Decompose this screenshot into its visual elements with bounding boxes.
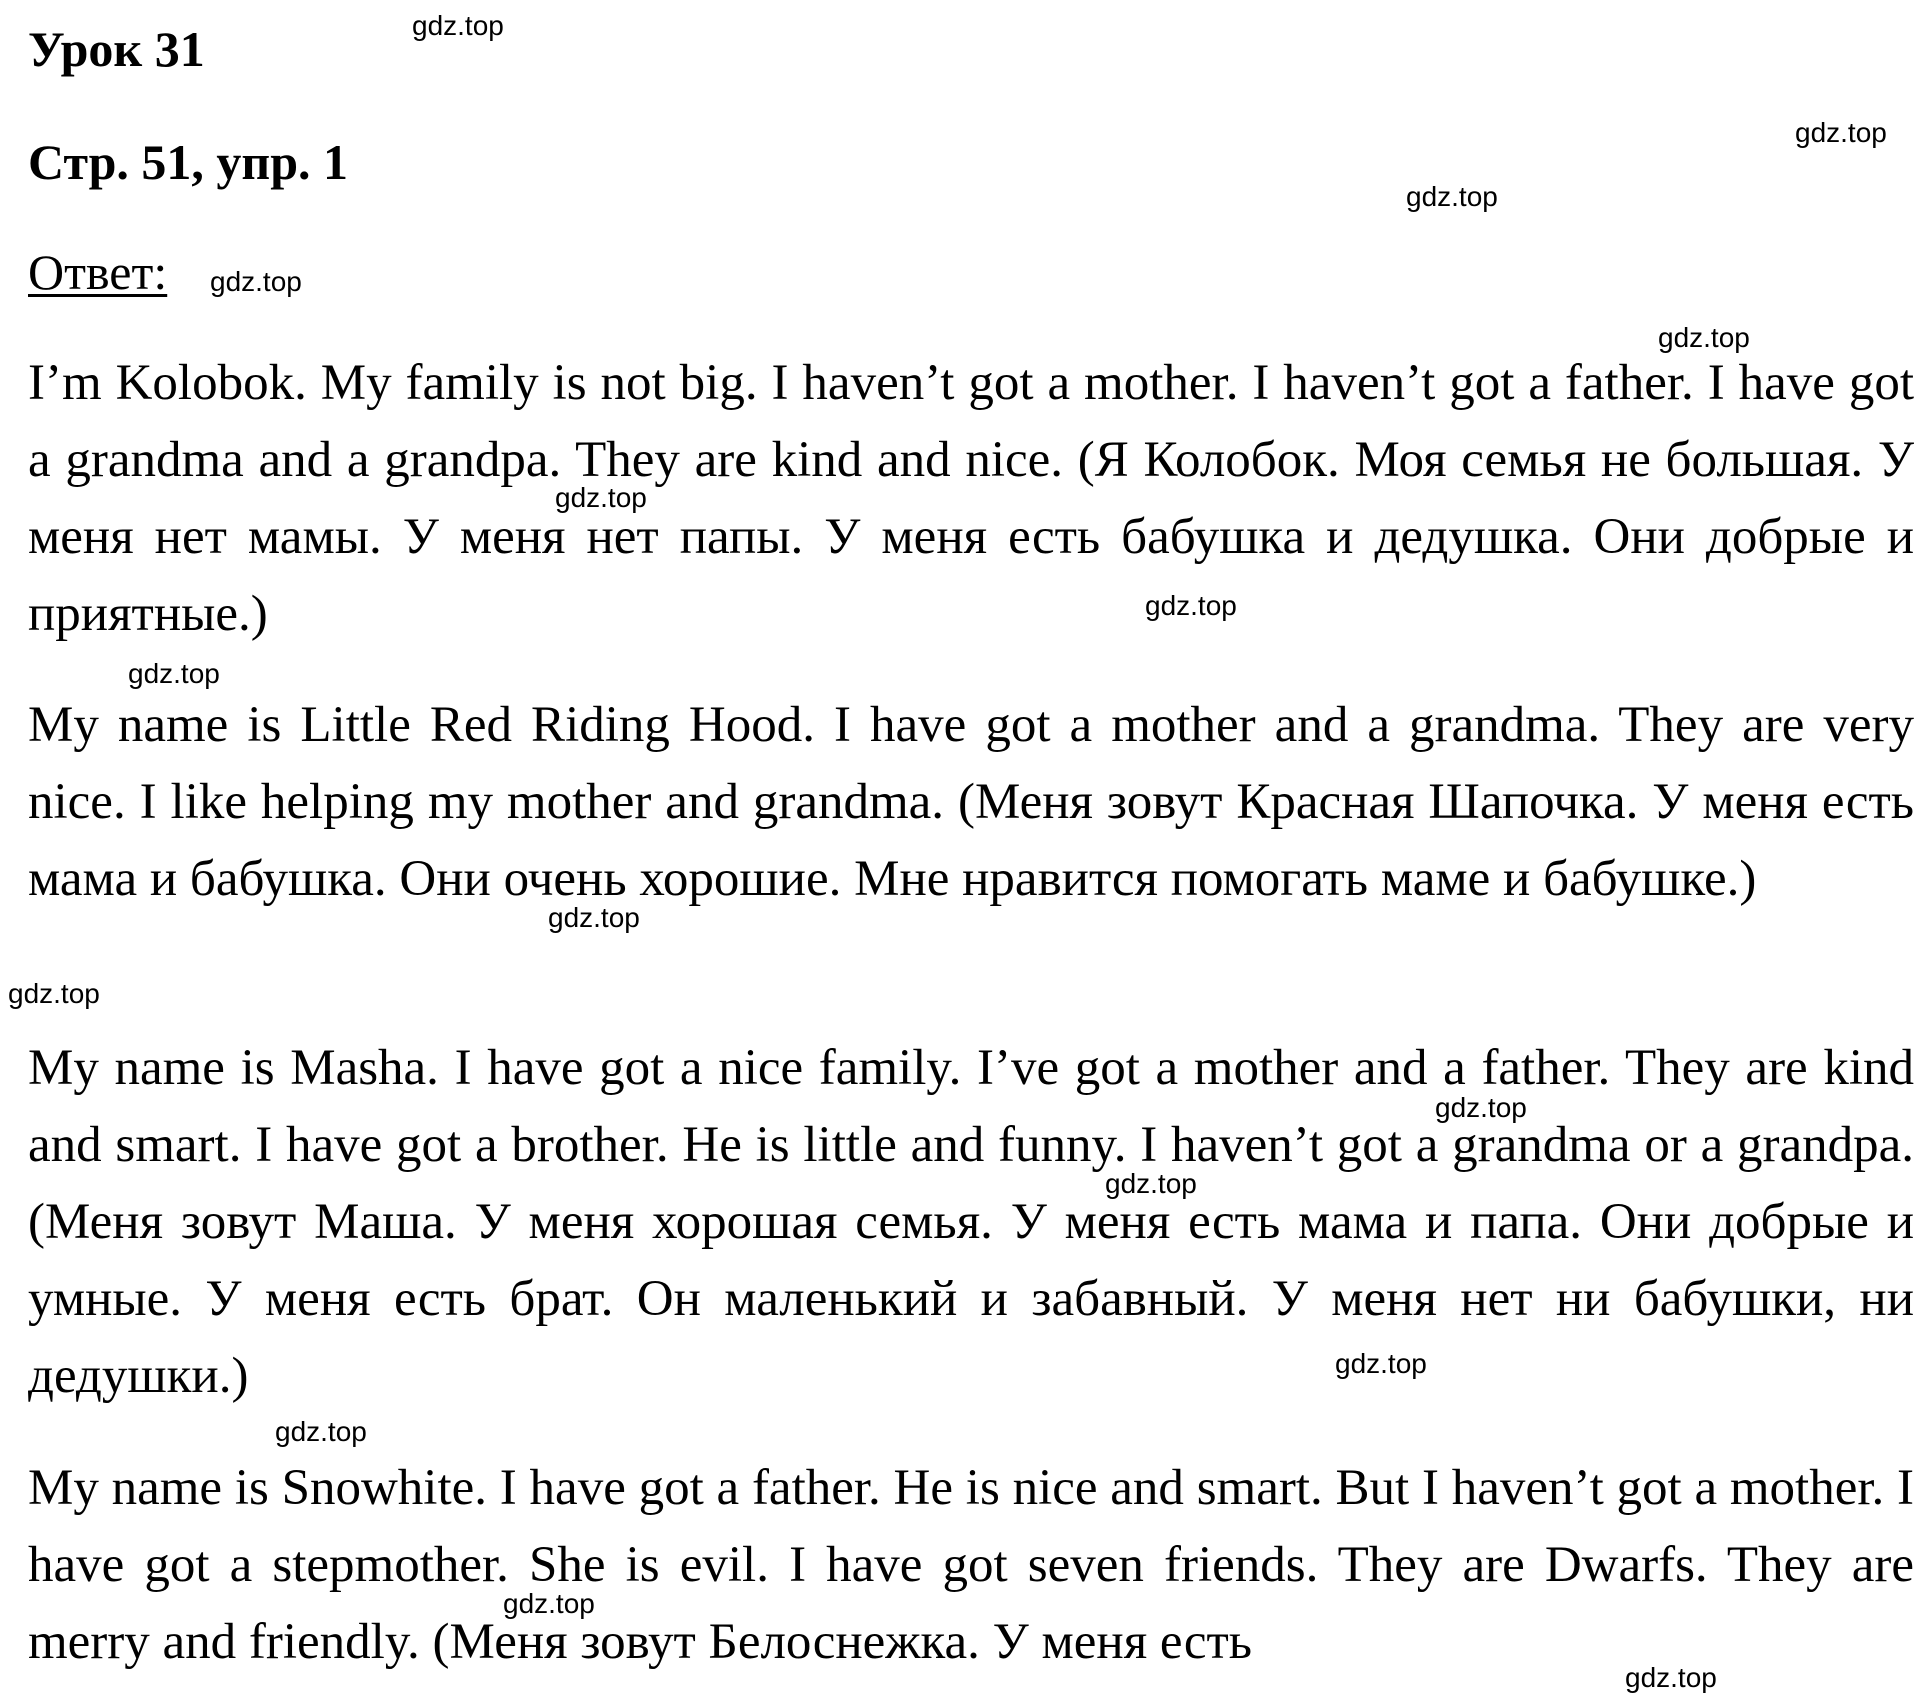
watermark: gdz.top: [548, 902, 640, 933]
watermark: gdz.top: [412, 10, 504, 41]
watermark: gdz.top: [1105, 1168, 1197, 1199]
watermark: gdz.top: [1625, 1662, 1717, 1693]
watermark: gdz.top: [1658, 322, 1750, 353]
watermark: gdz.top: [8, 978, 100, 1009]
exercise-title: Стр. 51, упр. 1: [28, 134, 349, 190]
answer-label: Ответ:: [28, 244, 168, 300]
paragraph-snowhite: My name is Snowhite. I have got a father. He is nice and smart. But I haven’t got a mother. I have got a stepmother. She is evil. I have got seven friends. They are Dwarfs. They are merry and friendly. (Меня зовут Белоснежка. У меня есть: [28, 1460, 1914, 1670]
paragraph-masha: My name is Masha. I have got a nice family. I’ve got a mother and a father. They are kind and smart. I have got a brother. He is little and funny. I haven’t got a grandma or a grandpa. (Меня зовут Маша. У меня хорошая семья. У меня есть мама и папа. Они добрые и умные. У меня есть брат. Он маленький и забавный. У меня нет ни бабушки, ни дедушки.): [28, 1040, 1914, 1404]
watermark: gdz.top: [1795, 117, 1887, 148]
watermark: gdz.top: [210, 266, 302, 297]
watermark: gdz.top: [1435, 1092, 1527, 1123]
watermark: gdz.top: [1145, 590, 1237, 621]
watermark: gdz.top: [275, 1416, 367, 1447]
watermark: gdz.top: [503, 1588, 595, 1619]
lesson-title: Урок 31: [28, 21, 205, 77]
watermark: gdz.top: [128, 658, 220, 689]
paragraph-kolobok: I’m Kolobok. My family is not big. I haven’t got a mother. I haven’t got a father. I have got a grandma and a grandpa. They are kind and nice. (Я Колобок. Моя семья не большая. У меня нет мамы. У меня нет папы. У меня есть бабушка и дедушка. Они добрые и приятные.): [28, 355, 1914, 642]
watermark: gdz.top: [1335, 1348, 1427, 1379]
paragraph-red-riding-hood: My name is Little Red Riding Hood. I have got a mother and a grandma. They are very nice. I like helping my mother and grandma. (Меня зовут Красная Шапочка. У меня есть мама и бабушка. Они очень хорошие. Мне нравится помогать маме и бабушке.): [28, 697, 1914, 907]
watermark: gdz.top: [1406, 181, 1498, 212]
watermark: gdz.top: [555, 482, 647, 513]
